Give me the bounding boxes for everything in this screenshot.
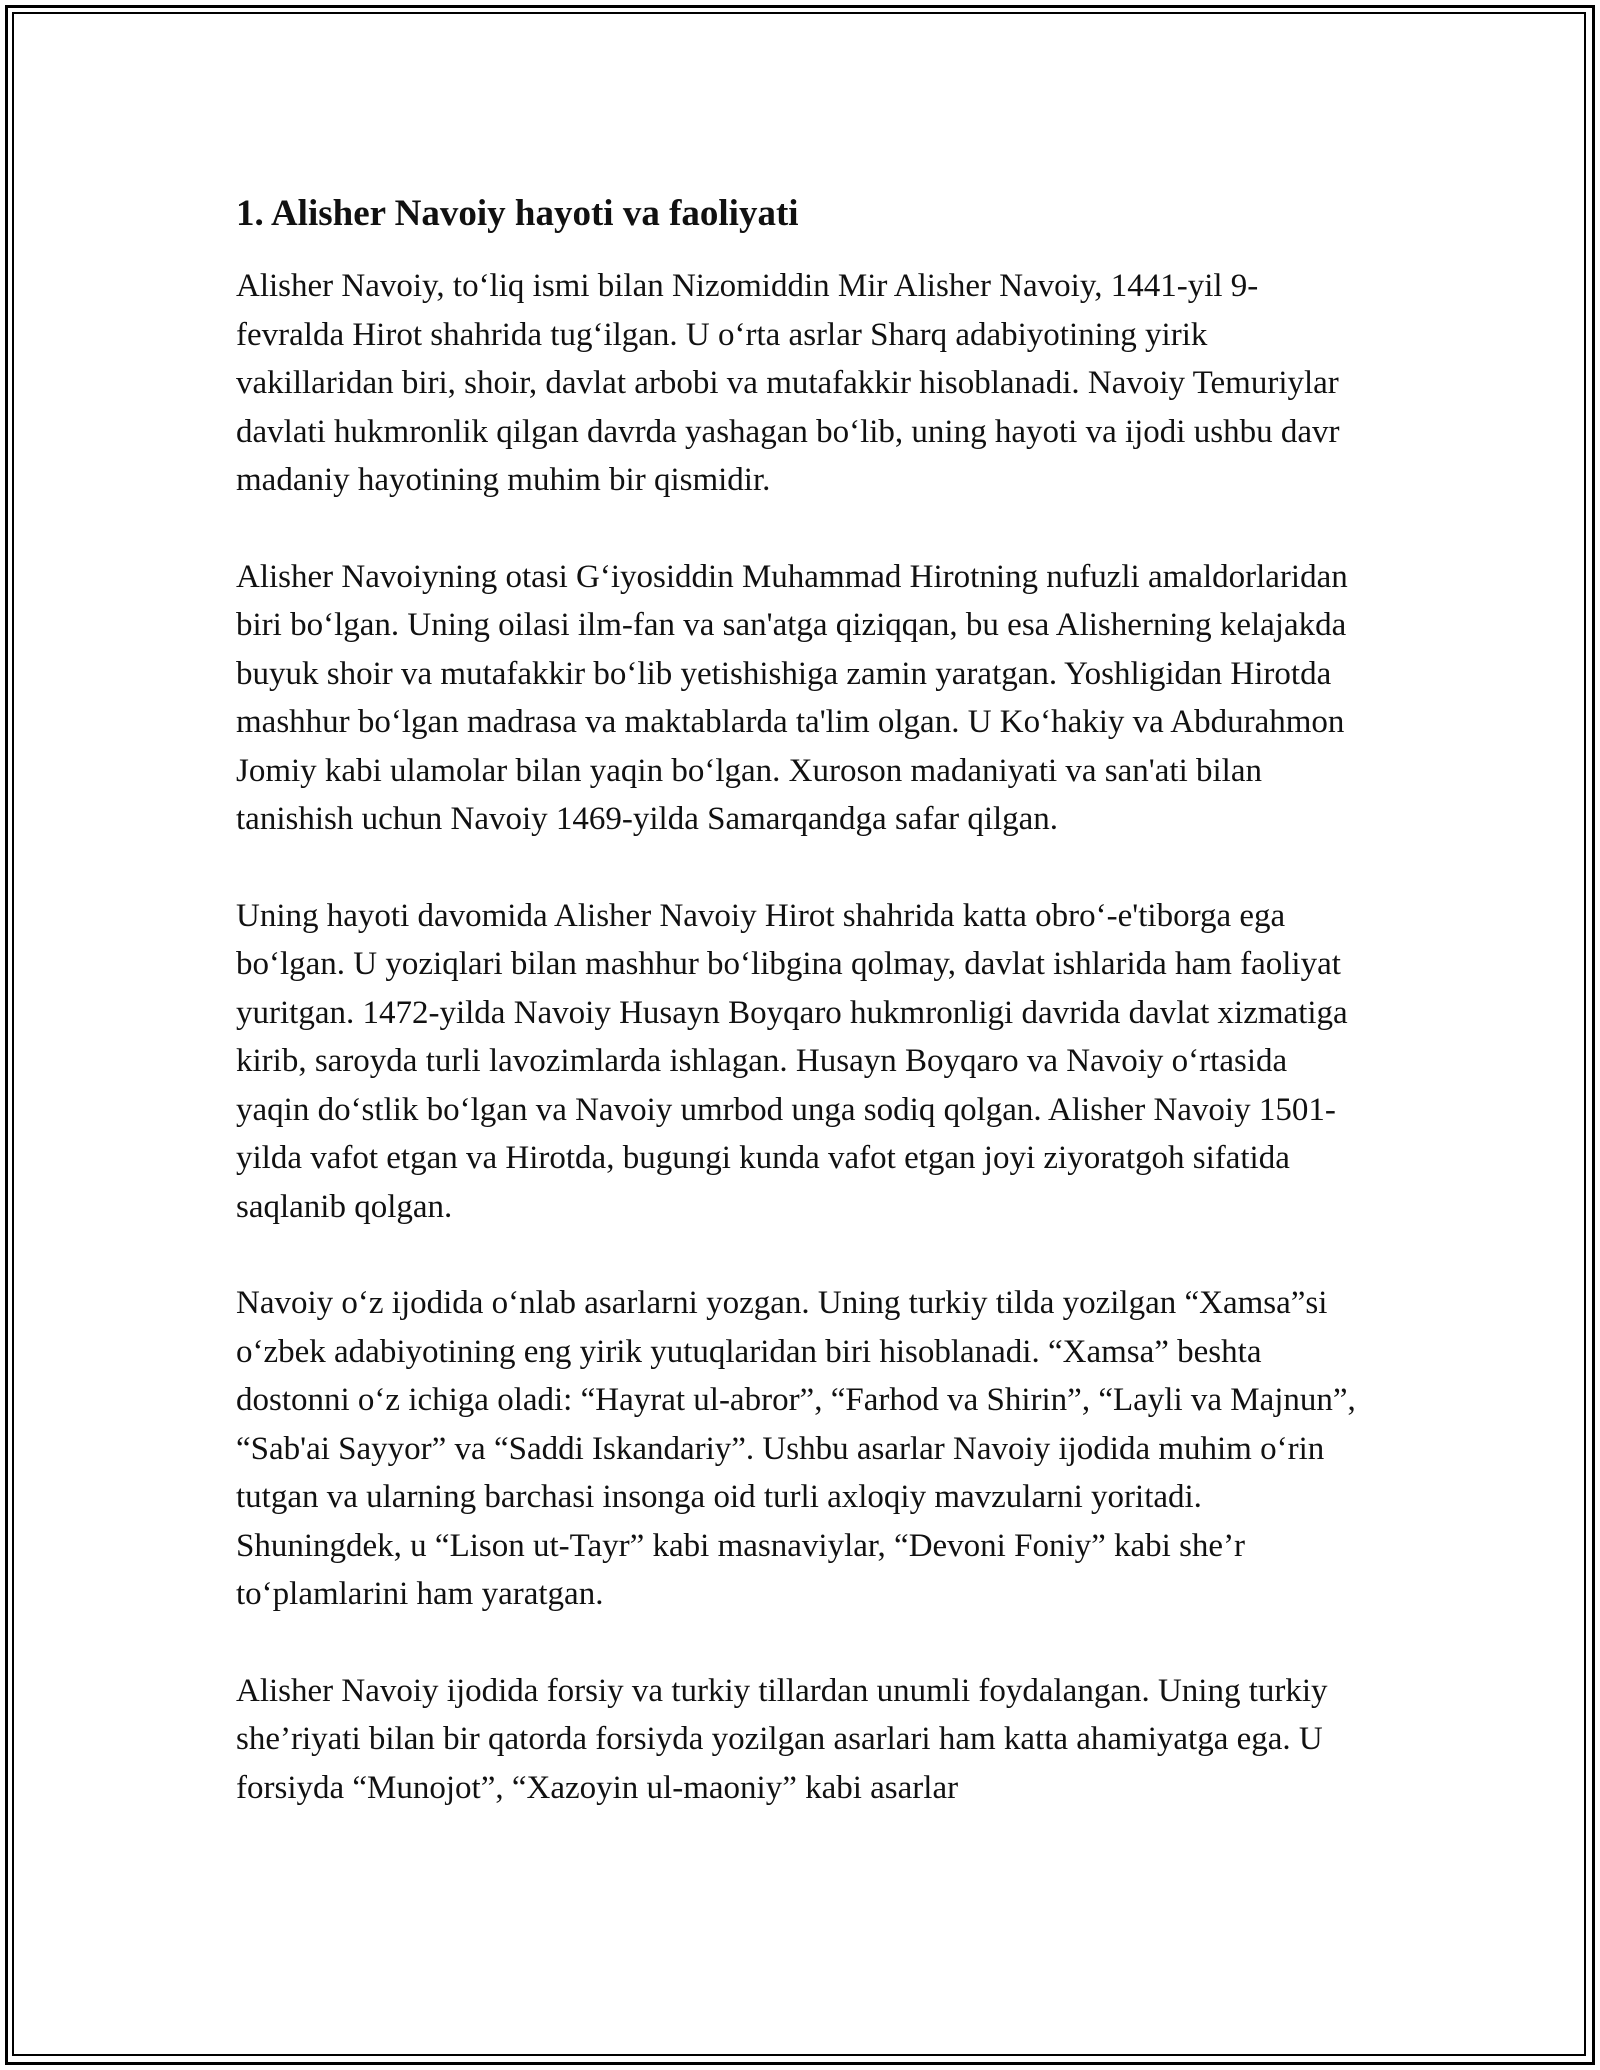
- paragraph-3: Uning hayoti davomida Alisher Navoiy Hirot shahrida katta obro‘-e'tiborga ega bo‘lgan. U yoziqlari bilan mashhur bo‘libgina qolmay, davlat ishlarida ham faoliyat yuritgan. 1472-yilda Navoiy Husayn Boyqaro hukmronligi davrida davlat xizmatiga kirib, saroyda turli lavozimlarda ishlagan. Husayn Boyqaro va Navoiy o‘rtasida yaqin do‘stlik bo‘lgan va Navoiy umrbod unga sodiq qolgan. Alisher Navoiy 1501-yilda vafot etgan va Hirotda, bugungi kunda vafot etgan joyi ziyoratgoh sifatida saqlanib qolgan.: [236, 897, 1348, 1225]
- paragraph-2: Alisher Navoiyning otasi G‘iyosiddin Muhammad Hirotning nufuzli amaldorlaridan biri bo‘lgan. Uning oilasi ilm-fan va san'atga qiziqqan, bu esa Alisherning kelajakda buyuk shoir va mutafakkir bo‘lib yetishishiga zamin yaratgan. Yoshligidan Hirotda mashhur bo‘lgan madrasa va maktablarda ta'lim olgan. U Ko‘hakiy va Abdurahmon Jomiy kabi ulamolar bilan yaqin bo‘lgan. Xuroson madaniyati va san'ati bilan tanishish uchun Navoiy 1469-yilda Samarqandga safar qilgan.: [236, 558, 1348, 837]
- paragraph-4: Navoiy o‘z ijodida o‘nlab asarlarni yozgan. Uning turkiy tilda yozilgan “Xamsa”si o‘zbek adabiyotining eng yirik yutuqlaridan biri hisoblanadi. “Xamsa” beshta dostonni o‘z ichiga oladi: “Hayrat ul-abror”, “Farhod va Shirin”, “Layli va Majnun”, “Sab'ai Sayyor” va “Saddi Iskandariy”. Ushbu asarlar Navoiy ijodida muhim o‘rin tutgan va ularning barchasi insonga oid turli axloqiy mavzularni yoritadi. Shuningdek, u “Lison ut-Tayr” kabi masnaviylar, “Devoni Foniy” kabi she’r to‘plamlarini ham yaratgan.: [236, 1285, 1356, 1612]
- paragraph-5: Alisher Navoiy ijodida forsiy va turkiy tillardan unumli foydalangan. Uning turkiy she’riyati bilan bir qatorda forsiyda yozilgan asarlari ham katta ahamiyatga ega. U forsiyda “Munojot”, “Xazoyin ul-maoniy” kabi asarlar: [236, 1672, 1328, 1806]
- section-heading: 1. Alisher Navoiy hayoti va faoliyati: [236, 193, 799, 234]
- paragraph-1: Alisher Navoiy, to‘liq ismi bilan Nizomiddin Mir Alisher Navoiy, 1441-yil 9-fevralda Hirot shahrida tug‘ilgan. U o‘rta asrlar Sharq adabiyotining yirik vakillaridan biri, shoir, davlat arbobi va mutafakkir hisoblanadi. Navoiy Temuriylar davlati hukmronlik qilgan davrda yashagan bo‘lib, uning hayoti va ijodi ushbu davr madaniy hayotining muhim bir qismidir.: [236, 268, 1340, 498]
- document-body: [236, 188, 1366, 1860]
